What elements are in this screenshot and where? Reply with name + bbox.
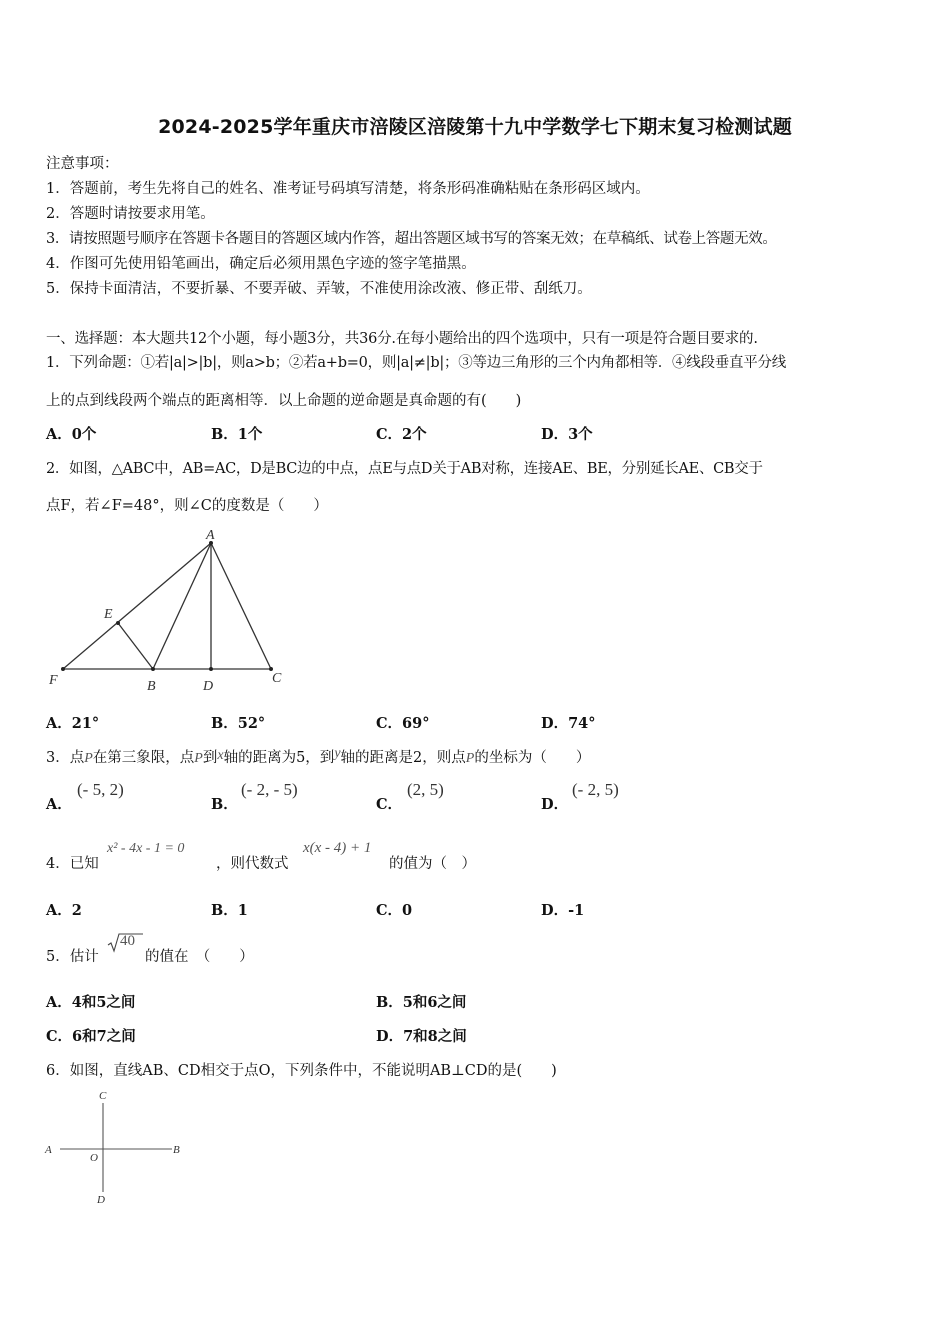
q2-option-a: A．21°	[46, 715, 100, 732]
line-eb	[118, 623, 153, 669]
q5-option-b: B．5和6之间	[376, 994, 467, 1011]
q3-text-4: 轴的距离为5，到	[223, 750, 335, 766]
q5-option-c: C．6和7之间	[46, 1028, 136, 1045]
notice-item-2: 2．答题时请按要求用笔。	[46, 206, 215, 222]
q3-var-p-2: P	[194, 751, 203, 766]
q3-text-3: 到	[202, 750, 218, 766]
q2-option-c: C．69°	[376, 715, 430, 732]
q3-text-6: 的坐标为（ ）	[474, 750, 591, 766]
point-d	[209, 667, 213, 671]
q1-stem-line1: 1．下列命题：①若|a|>|b|，则a>b；②若a+b=0，则|a|≠|b|；③等边三角形的三个内角都相等．④线段垂直平分线	[46, 355, 786, 371]
q3-option-a-value: (- 5, 2)	[77, 780, 124, 799]
q1-stem-line2: 上的点到线段两个端点的距离相等．以上命题的逆命题是真命题的有( )	[46, 393, 522, 409]
q3-stem	[46, 746, 590, 767]
q4-text-3: 的值为（ ）	[389, 856, 476, 872]
q3-option-b-label: B．	[211, 796, 238, 813]
q3-option-d-value: (- 2, 5)	[572, 780, 619, 799]
q3-option-b-value: (- 2, - 5)	[241, 780, 298, 799]
q2-stem-line2: 点F，若∠F=48°，则∠C的度数是（ ）	[46, 498, 328, 514]
q3-option-a-label: A．	[46, 796, 72, 813]
notice-heading: 注意事项：	[46, 156, 119, 172]
line-ba	[153, 543, 211, 669]
section-heading: 一、选择题：本大题共12个小题，每小题3分，共36分.在每小题给出的四个选项中，只有一项是符合题目要求的.	[46, 331, 758, 347]
q3-var-y: y	[334, 746, 341, 761]
q4-equation: x² - 4x - 1 = 0	[107, 841, 185, 856]
q2-option-d: D．74°	[541, 715, 596, 732]
q4-option-d: D．-1	[541, 902, 585, 919]
q3-option-c-value: (2, 5)	[407, 780, 444, 799]
q4-option-a: A．2	[46, 902, 82, 919]
q1-option-b: B．1个	[211, 426, 263, 443]
q3-text-1: 3．点	[46, 750, 85, 766]
notice-item-4: 4．作图可先使用铅笔画出，确定后必须用黑色字迹的签字笔描黑。	[46, 256, 476, 272]
q5-radicand: 40	[120, 933, 135, 949]
q3-var-p-3: P	[465, 751, 475, 766]
label-c: C	[272, 671, 282, 686]
q5-text-1: 5．估计	[46, 949, 99, 965]
q4-expression: x(x - 4) + 1	[303, 840, 372, 856]
point-b	[151, 667, 155, 671]
q2-option-b: B．52°	[211, 715, 266, 732]
triangle-figure	[40, 524, 300, 699]
q3-option-c-label: C．	[376, 796, 403, 813]
label-c: C	[99, 1090, 107, 1102]
q2-stem-line1: 2．如图，△ABC中，AB=AC，D是BC边的中点，点E与点D关于AB对称，连接AE、BE，分别延长AE、CB交于	[46, 461, 763, 477]
q6-stem: 6．如图，直线AB、CD相交于点O，下列条件中，不能说明AB⊥CD的是( )	[46, 1063, 557, 1079]
page-title: 2024-2025学年重庆市涪陵区涪陵第十九中学数学七下期末复习检测试题	[158, 116, 792, 138]
point-e	[116, 621, 120, 625]
q3-var-x: x	[217, 748, 224, 763]
label-a: A	[45, 1144, 52, 1156]
q1-option-c: C．2个	[376, 426, 427, 443]
q1-option-a: A．0个	[46, 426, 97, 443]
q3-text-5: 轴的距离是2，则点	[340, 750, 466, 766]
q4-option-c: C．0	[376, 902, 413, 919]
label-a: A	[206, 528, 215, 543]
label-d: D	[97, 1194, 105, 1206]
q5-option-a: A．4和5之间	[46, 994, 136, 1011]
label-b: B	[147, 679, 156, 694]
intersecting-lines-figure	[40, 1085, 190, 1210]
point-f	[61, 667, 65, 671]
label-e: E	[104, 607, 113, 622]
notice-item-1: 1．答题前，考生先将自己的姓名、准考证号码填写清楚，将条形码准确粘贴在条形码区域内。	[46, 181, 650, 197]
q3-var-p: P	[84, 751, 93, 766]
label-o: O	[90, 1152, 98, 1164]
line-fa	[63, 543, 211, 669]
q3-option-d-label: D．	[541, 796, 569, 813]
notice-item-5: 5．保持卡面清洁，不要折暴、不要弄破、弄皱，不准使用涂改液、修正带、刮纸刀。	[46, 281, 592, 297]
q5-option-d: D．7和8之间	[376, 1028, 467, 1045]
q3-text-2: 在第三象限，点	[92, 750, 195, 766]
notice-item-3: 3．请按照题号顺序在答题卡各题目的答题区域内作答，超出答题区域书写的答案无效；在草稿纸、试卷上答题无效。	[46, 231, 777, 247]
label-b: B	[173, 1144, 180, 1156]
line-ca	[211, 543, 271, 669]
q1-option-d: D．3个	[541, 426, 593, 443]
label-f: F	[49, 673, 58, 688]
q4-text-2: ，则代数式	[216, 856, 289, 872]
q5-text-2: 的值在 （ ）	[145, 949, 254, 965]
q4-text-1: 4．已知	[46, 856, 99, 872]
label-d: D	[203, 679, 214, 694]
q4-option-b: B．1	[211, 902, 248, 919]
